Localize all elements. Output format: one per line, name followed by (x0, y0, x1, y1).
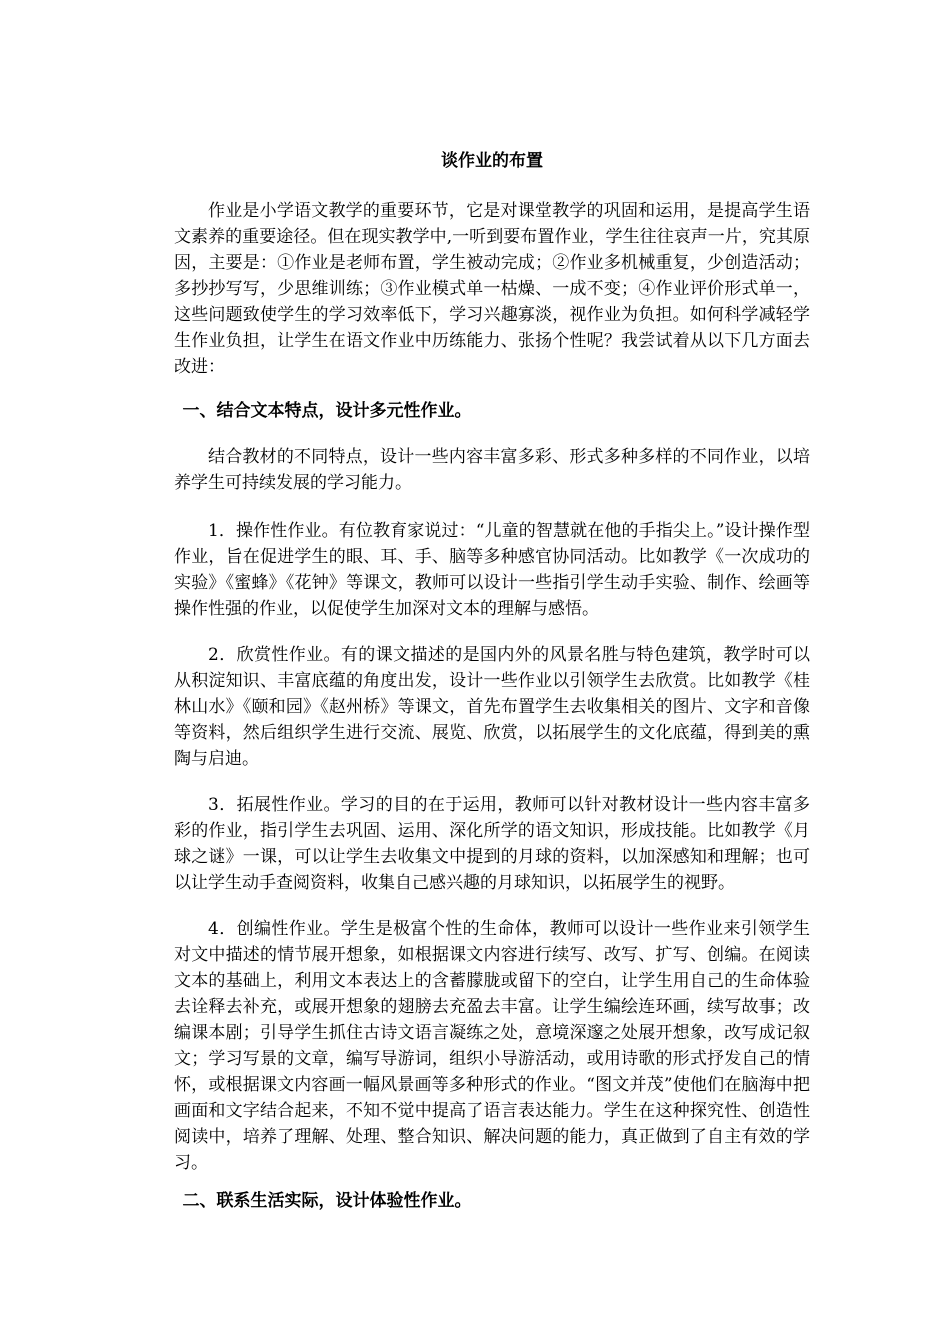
intro-paragraph: 作业是小学语文教学的重要环节，它是对课堂教学的巩固和运用，是提高学生语文素养的重要途径。但在现实教学中,一听到要布置作业，学生往往哀声一片，究其原因，主要是：①作业是老师布置，学生被动完成；②作业多机械重复，少创造活动；多抄抄写写，少思维训练；③作业模式单一枯燥、一成不变；④作业评价形式单一，这些问题致使学生的学习效率低下，学习兴趣寡淡，视作业为负担。如何科学减轻学生作业负担，让学生在语文作业中历练能力、张扬个性呢？我尝试着从以下几方面去改进： (174, 201, 810, 377)
section-1-intro-paragraph: 结合教材的不同特点，设计一些内容丰富多彩、形式多种多样的不同作业，以培养学生可持续发展的学习能力。 (174, 447, 810, 493)
section-1-item-operational: 1．操作性作业。有位教育家说过：“儿童的智慧就在他的手指尖上。”设计操作型作业，旨在促进学生的眼、耳、手、脑等多种感官协同活动。比如教学《一次成功的实验》《蜜蜂》《花钟》等课文，教师可以设计一些指引学生动手实验、制作、绘画等操作性强的作业，以促使学生加深对文本的理解与感悟。 (174, 521, 810, 619)
section-heading-1: 一、结合文本特点，设计多元性作业。 (182, 401, 472, 421)
section-heading-2: 二、联系生活实际，设计体验性作业。 (182, 1191, 472, 1211)
section-1-item-appreciation: 2．欣赏性作业。有的课文描述的是国内外的风景名胜与特色建筑，教学时可以从积淀知识、丰富底蕴的角度出发，设计一些作业以引领学生去欣赏。比如教学《桂林山水》《颐和园》《赵州桥》等课文，首先布置学生去收集相关的图片、文字和音像等资料，然后组织学生进行交流、展览、欣赏，以拓展学生的文化底蕴，得到美的熏陶与启迪。 (174, 645, 810, 769)
section-1-item-creative: 4．创编性作业。学生是极富个性的生命体，教师可以设计一些作业来引领学生对文中描述的情节展开想象，如根据课文内容进行续写、改写、扩写、创编。在阅读文本的基础上，利用文本表达上的含蓄朦胧或留下的空白，让学生用自己的生命体验去诠释去补充，或展开想象的翅膀去充盈去丰富。让学生编绘连环画，续写故事；改编课本剧；引导学生抓住古诗文语言凝练之处，意境深邃之处展开想象，改写成记叙文；学习写景的文章，编写导游词，组织小导游活动，或用诗歌的形式抒发自己的情怀，或根据课文内容画一幅风景画等多种形式的作业。“图文并茂”使他们在脑海中把画面和文字结合起来，不知不觉中提高了语言表达能力。学生在这种探究性、创造性阅读中，培养了理解、处理、整合知识、解决问题的能力，真正做到了自主有效的学习。 (174, 919, 810, 1173)
document-title: 谈作业的布置 (441, 151, 543, 171)
section-1-item-extension: 3．拓展性作业。学习的目的在于运用，教师可以针对教材设计一些内容丰富多彩的作业，指引学生去巩固、运用、深化所学的语文知识，形成技能。比如教学《月球之谜》一课，可以让学生去收集文中提到的月球的资料，以加深感知和理解；也可以让学生动手查阅资料，收集自己感兴趣的月球知识，以拓展学生的视野。 (174, 795, 810, 893)
